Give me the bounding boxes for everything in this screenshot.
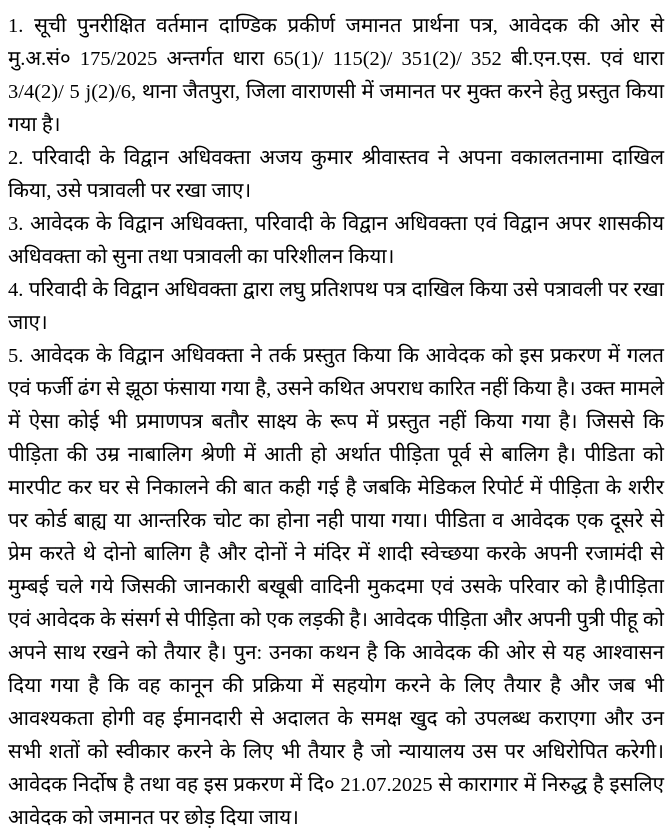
order-paragraph-1: 1. सूची पुनरीक्षित वर्तमान दाण्डिक प्रकीर्ण जमानत प्रार्थना पत्र, आवेदक की ओर से मु.अ.सं० 175/2025 अन्तर्गत धारा 65(1)/ 115(2)/ 351(2)/ 352 बी.एन.एस. एवं धारा 3/4(2)/ 5 j(2)/6, थाना जैतपुरा, जिला वाराणसी में जमानत पर मुक्त करने हेतु प्रस्तुत किया गया है। <box>8 15 664 136</box>
order-paragraph-2: 2. परिवादी के विद्वान अधिवक्ता अजय कुमार श्रीवास्तव ने अपना वकालतनामा दाखिल किया, उसे पत्रावली पर रखा जाए। <box>8 147 664 202</box>
order-paragraph-4: 4. परिवादी के विद्वान अधिवक्ता द्वारा लघु प्रतिशपथ पत्र दाखिल किया उसे पत्रावली पर रखा जाए। <box>8 279 664 334</box>
order-paragraph-5: 5. आवेदक के विद्वान अधिवक्ता ने तर्क प्रस्तुत किया कि आवेदक को इस प्रकरण में गलत एवं फर्जी ढंग से झूठा फंसाया गया है, उसने कथित अपराध कारित नहीं किया है। उक्त मामले में ऐसा कोई भी प्रमाणपत्र बतौर साक्ष्य के रूप में प्रस्तुत नहीं किया गया है। जिससे कि पीड़िता की उम्र नाबालिग श्रेणी में आती हो अर्थात पीड़िता पूर्व से बालिग है। पीडिता को मारपीट कर घर से निकालने की बात कही गई है जबकि मेडिकल रिपोर्ट में पीड़िता के शरीर पर कोर्ड बाह्य या आन्तरिक चोट का होना नही पाया गया। पीडिता व आवेदक एक दूसरे से प्रेम करते थे दोनो बालिग है और दोनों ने मंदिर में शादी स्वेच्छया करके अपनी रजामंदी से मुम्बई चले गये जिसकी जानकारी बखूबी वादिनी मुकदमा एवं उसके परिवार को है।पीड़िता एवं आवेदक के संसर्ग से पीड़िता को एक लड़की है। आवेदक पीड़िता और अपनी पुत्री पीहू को अपने साथ रखने को तैयार है। पुन: उनका कथन है कि आवेदक की ओर से यह आश्वासन दिया गया है कि वह कानून की प्रक्रिया में सहयोग करने के लिए तैयार है और जब भी आवश्यकता होगी वह ईमानदारी से अदालत के समक्ष खुद को उपलब्ध कराएगा और उन सभी शतों को स्वीकार करने के लिए भी तैयार है जो न्यायालय उस पर अधिरोपित करेगी। आवेदक निर्दोष है तथा वह इस प्रकरण में दि० 21.07.2025 से कारागार में निरुद्ध है इसलिए आवेदक को जमानत पर छोड़ दिया जाय। <box>8 345 664 829</box>
order-paragraph-3: 3. आवेदक के विद्वान अधिवक्ता, परिवादी के विद्वान अधिवक्ता एवं विद्वान अपर शासकीय अधिवक्ता को सुना तथा पत्रावली का परिशीलन किया। <box>8 213 664 268</box>
